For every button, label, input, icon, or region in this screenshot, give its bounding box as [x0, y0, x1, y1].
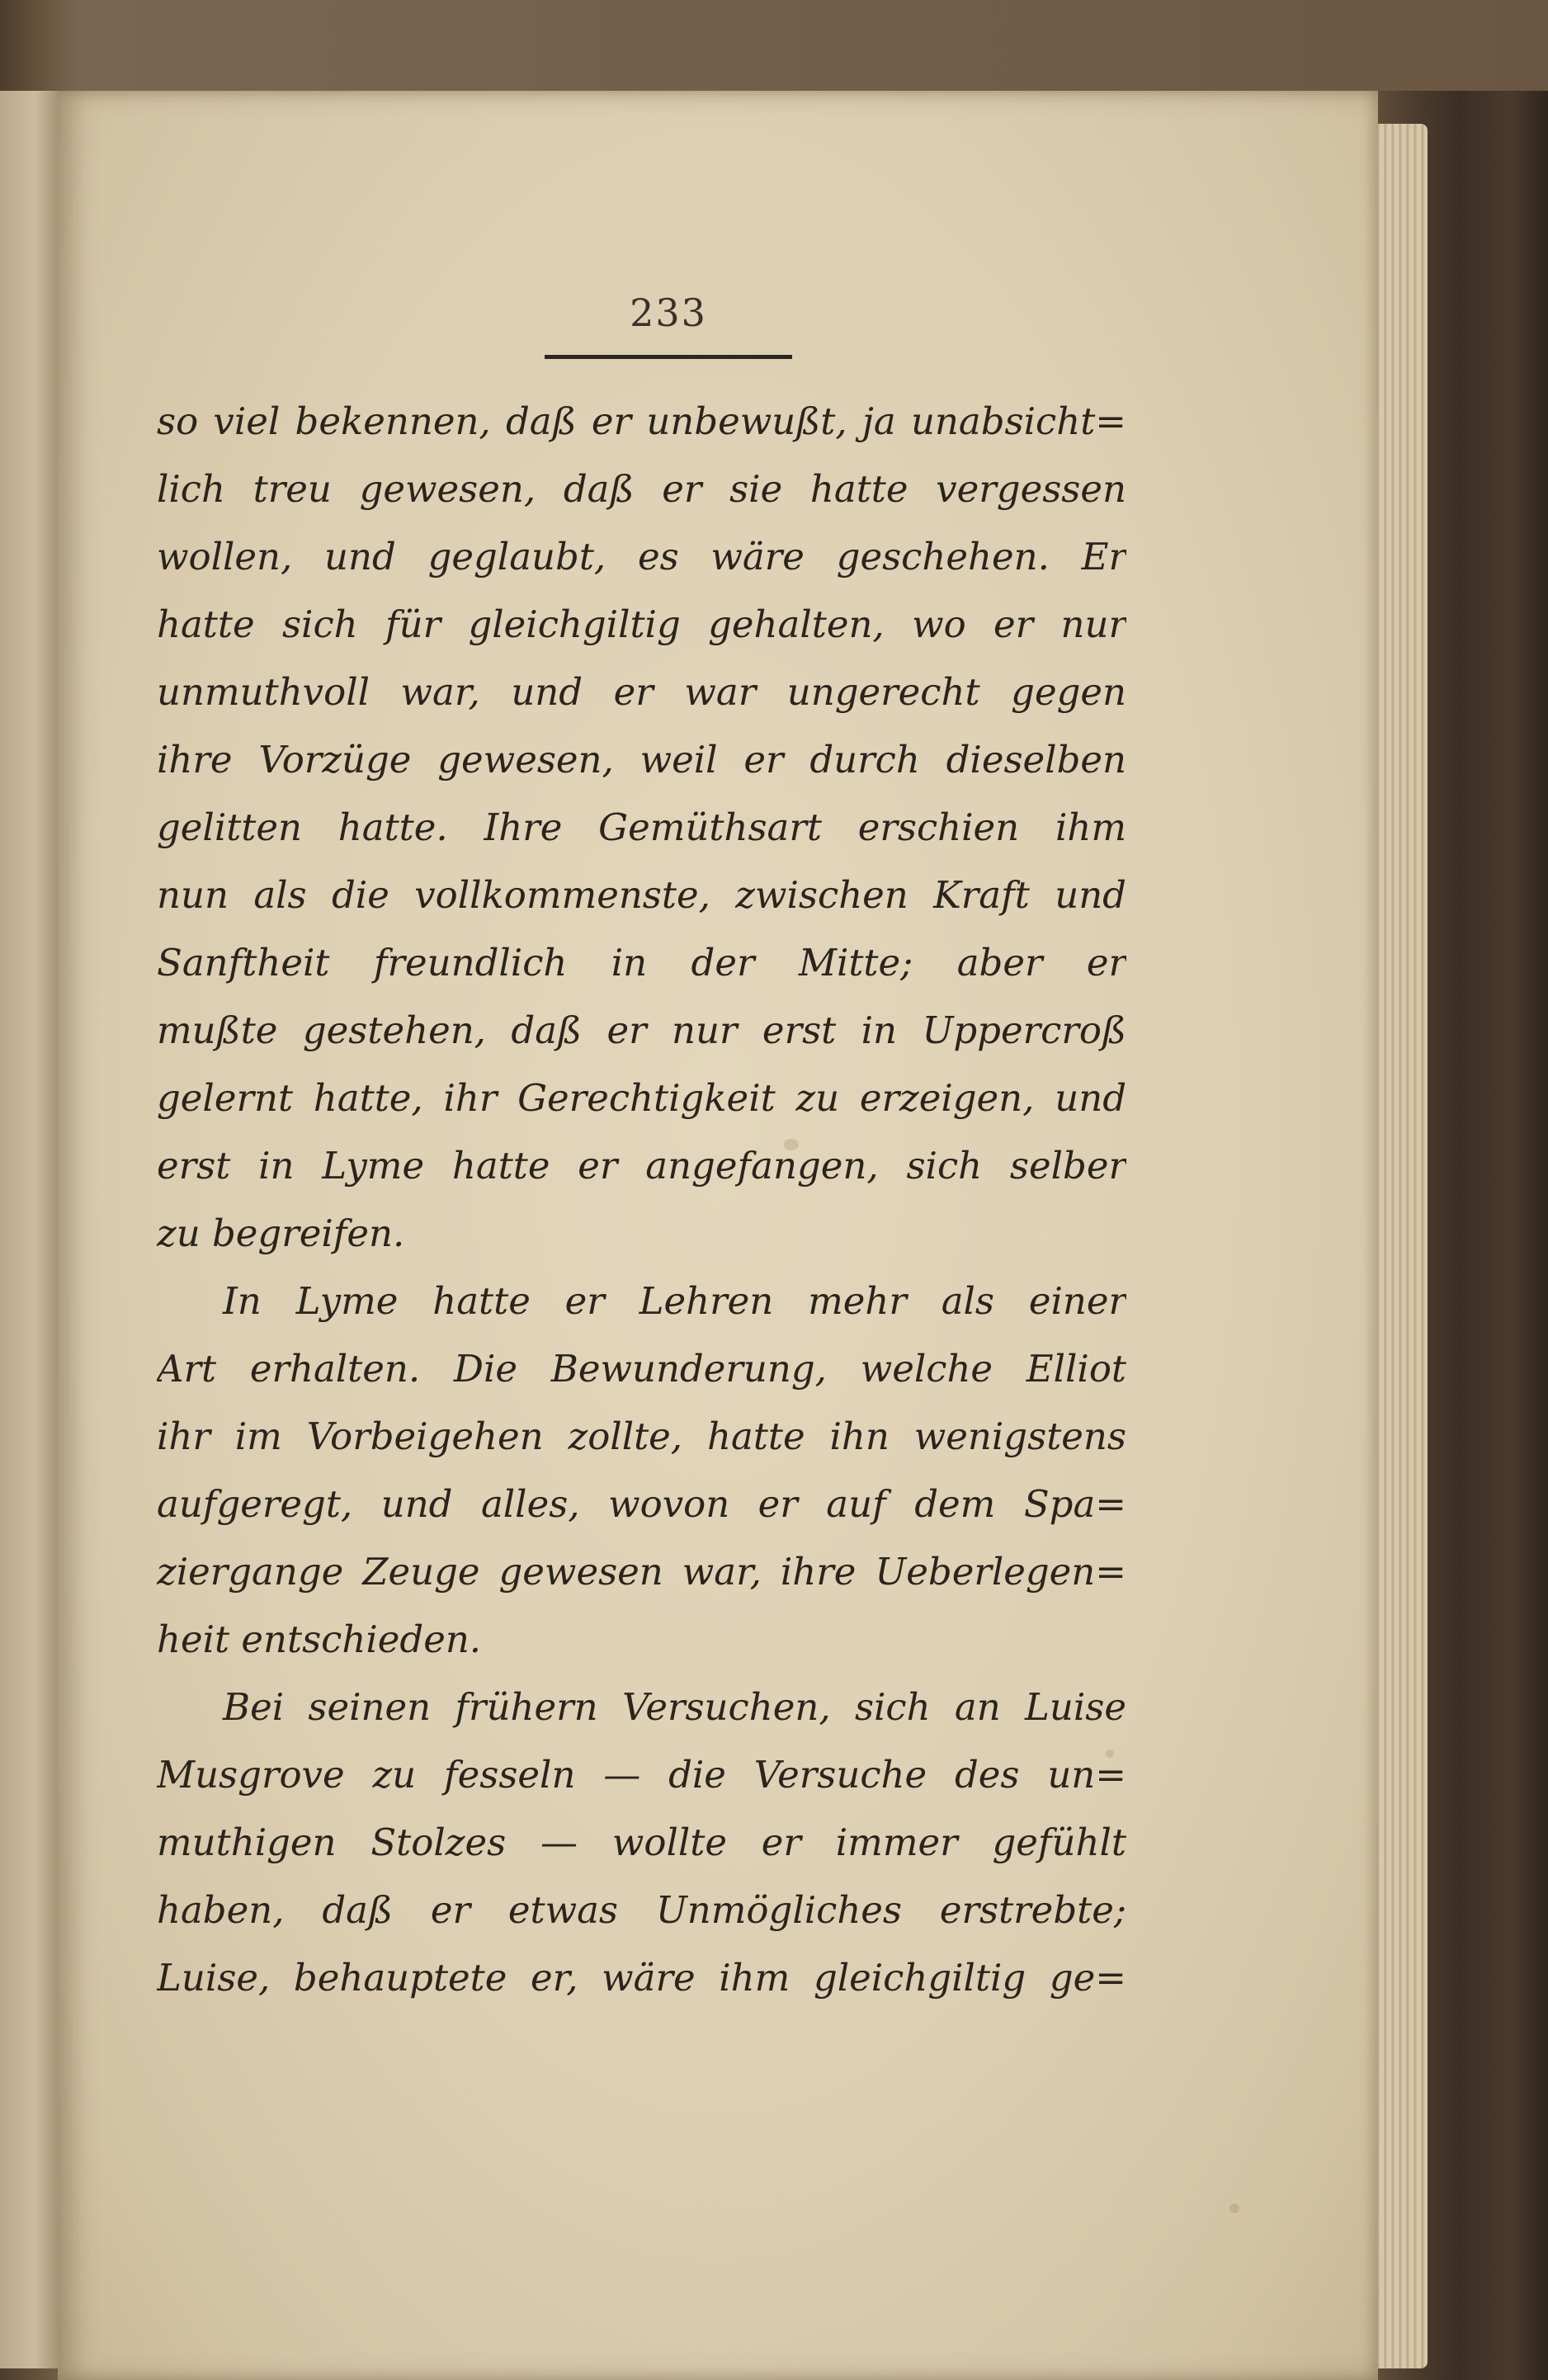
text-line: wollen, und geglaubt, es wäre geschehen. Er — [157, 535, 1126, 578]
header-rule — [545, 355, 792, 359]
text-line: Luise, behauptete er, wäre ihm gleichgiltig ge= — [157, 1956, 1126, 2000]
paper-stain — [1229, 2203, 1239, 2213]
text-line: gelitten hatte. Ihre Gemüthsart erschien ihm — [157, 805, 1126, 849]
text-line: Art erhalten. Die Bewunderung, welche Elliot — [157, 1347, 1126, 1391]
text-line: heit entschieden. — [157, 1617, 482, 1661]
paragraph — [157, 388, 1126, 1268]
text-line: ziergange Zeuge gewesen war, ihre Ueberlegen= — [157, 1550, 1126, 1594]
text-line: Sanftheit freundlich in der Mitte; aber er — [157, 941, 1126, 985]
text-line: unmuthvoll war, und er war ungerecht gegen — [157, 670, 1126, 714]
text-line: so viel bekennen, daß er unbewußt, ja unabsicht= — [157, 399, 1126, 443]
text-line: muthigen Stolzes — wollte er immer gefühlt — [157, 1820, 1126, 1864]
previous-page-edge — [0, 91, 58, 2368]
text-line: haben, daß er etwas Unmögliches erstrebte; — [157, 1888, 1126, 1932]
text-line: Musgrove zu fesseln — die Versuche des un= — [157, 1753, 1126, 1797]
text-line: In Lyme hatte er Lehren mehr als einer — [223, 1279, 1126, 1323]
text-line: mußte gestehen, daß er nur erst in Uppercroß — [157, 1008, 1126, 1052]
text-line: zu begreifen. — [157, 1211, 405, 1255]
paragraph — [157, 1268, 1126, 1674]
text-line: lich treu gewesen, daß er sie hatte vergessen — [157, 467, 1126, 511]
paragraph — [157, 1674, 1126, 2012]
text-line: gelernt hatte, ihr Gerechtigkeit zu erzeigen, und — [157, 1076, 1126, 1120]
text-line: Bei seinen frühern Versuchen, sich an Luise — [223, 1685, 1126, 1729]
text-line: nun als die vollkommenste, zwischen Kraft und — [157, 873, 1126, 917]
text-line: ihre Vorzüge gewesen, weil er durch dieselben — [157, 738, 1126, 782]
page-number: 233 — [630, 290, 707, 335]
book-page — [58, 91, 1378, 2380]
text-line: aufgeregt, und alles, wovon er auf dem Spa= — [157, 1482, 1126, 1526]
body-text — [157, 388, 1126, 2012]
text-line: hatte sich für gleichgiltig gehalten, wo er nur — [157, 602, 1126, 646]
text-line: ihr im Vorbeigehen zollte, hatte ihn wenigstens — [157, 1414, 1126, 1458]
text-line: erst in Lyme hatte er angefangen, sich selber — [157, 1144, 1126, 1188]
